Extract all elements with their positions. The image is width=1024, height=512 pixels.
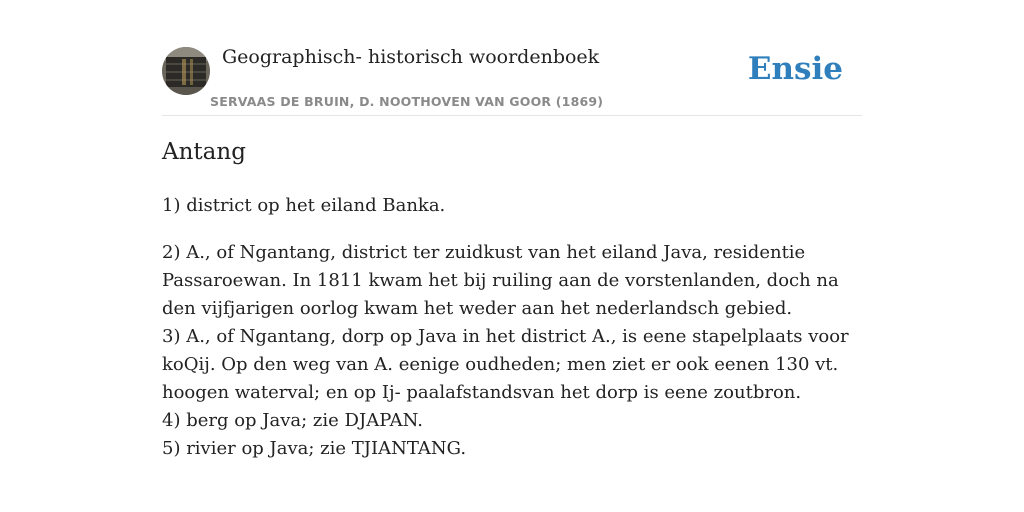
book-title[interactable]: Geographisch- historisch woordenboek: [222, 46, 600, 68]
book-author: SERVAAS DE BRUIN, D. NOOTHOVEN VAN GOOR (1869): [210, 94, 604, 109]
entry-body: [162, 192, 862, 463]
definition-5: 5) rivier op Java; zie TJIANTANG.: [162, 438, 467, 459]
definition-4: 4) berg op Java; zie DJAPAN.: [162, 410, 423, 431]
ensie-logo-link[interactable]: Ensie: [747, 51, 843, 87]
entry-title: Antang: [162, 139, 246, 165]
book-header: [162, 46, 862, 116]
book-cover-image: [162, 47, 210, 95]
definition-2: 2) A., of Ngantang, district ter zuidkust van het eiland Java, residentie Passaroewan. In 1811 kwam het bij ruiling aan de vorstenlanden, doch na den vijfjarigen oorlog kwam het weder aan het nederlandsch gebied.: [162, 242, 839, 319]
definition-1: 1) district op het eiland Banka.: [162, 195, 446, 216]
definition-3: 3) A., of Ngantang, dorp op Java in het district A., is eene stapelplaats voor koQij. Op den weg van A. eenige oudheden; men ziet er ook eenen 130 vt. hoogen waterval; en op Ij- paalafstandsvan het dorp is eene zoutbron.: [162, 326, 849, 403]
book-cover-avatar[interactable]: [162, 47, 210, 95]
